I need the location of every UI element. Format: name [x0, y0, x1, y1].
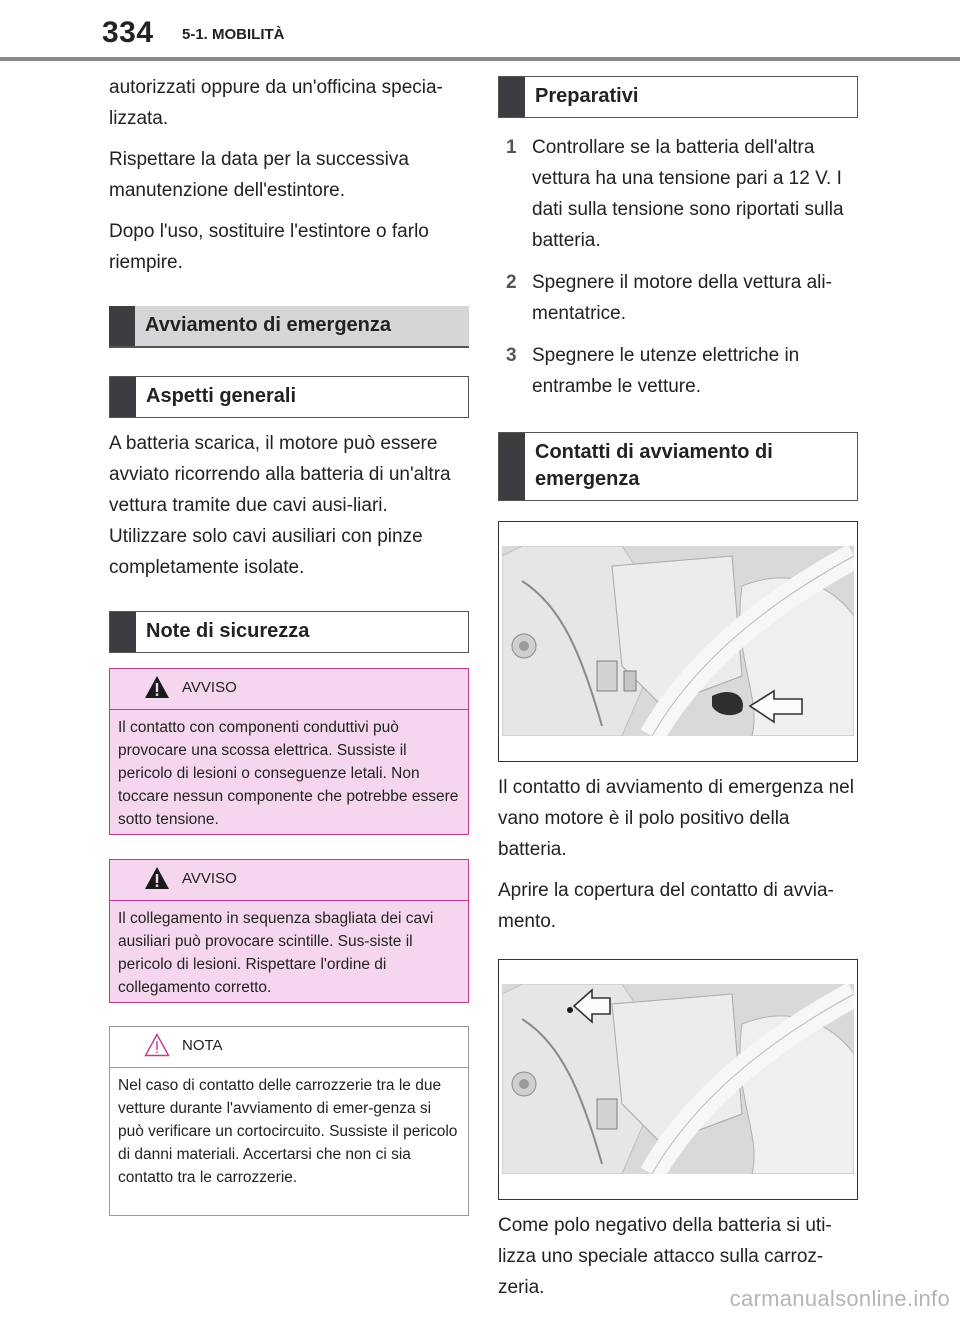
step-number: 3: [506, 345, 517, 366]
warning-triangle-icon: [144, 866, 170, 890]
warning-header-1: [110, 669, 468, 710]
intro-paragraph-2: Rispettare la data per la successiva manutenzione dell'estintore.: [109, 149, 409, 201]
watermark: carmanualsonline.info: [729, 1286, 950, 1311]
warning-header-2: [110, 860, 468, 901]
engine-bay-figure-negative: [498, 959, 858, 1200]
subheading-general: [109, 376, 469, 418]
warning-text-1: Il contatto con componenti conduttivi può provocare una scossa elettrica. Sussiste il pericolo di lesioni o conseguenze letali. Non toccare nessun componente che potrebbe essere sotto tensione.: [118, 719, 459, 828]
warning-text-2: Il collegamento in sequenza sbagliata dei cavi ausiliari può provocare scintille. Sus-siste il pericolo di lesioni. Rispettare l'ordine di collegamento corretto.: [118, 910, 434, 996]
engine-bay-illustration: [502, 546, 854, 736]
subheading-safety-text: Note di sicurezza: [146, 620, 310, 642]
warning-label-1: AVVISO: [182, 679, 237, 696]
subheading-safety: [109, 611, 469, 653]
section-title: 5-1. MOBILITÀ: [182, 26, 285, 43]
caption-positive-terminal: Il contatto di avviamento di emergenza nel vano motore è il polo positivo della batteria.: [498, 777, 854, 860]
intro-paragraph-3: Dopo l'uso, sostituire l'estintore o farlo riempire.: [109, 221, 429, 273]
step-text: Controllare se la batteria dell'altra vettura ha una tensione pari a 12 V. I dati sulla tensione sono riportati sulla batteria.: [532, 137, 844, 251]
left-column: [109, 72, 469, 1216]
engine-bay-figure-positive: [498, 521, 858, 762]
right-column: [498, 76, 858, 1313]
caption-open-cover: Aprire la copertura del contatto di avvia-mento.: [498, 880, 834, 932]
step-item-1: [498, 132, 858, 256]
step-text: Spegnere le utenze elettriche in entrambe le vetture.: [532, 345, 800, 397]
step-item-2: [498, 267, 858, 329]
general-paragraph: A batteria scarica, il motore può essere avviato ricorrendo alla batteria di un'altra vettura tramite due cavi ausi-liari. Utilizzare solo cavi ausiliari con pinze completamente isolate.: [109, 433, 451, 578]
heading-contatti-text: Contatti di avviamento di emergenza: [535, 441, 773, 490]
step-item-3: [498, 340, 858, 402]
page-number: 334: [102, 16, 154, 49]
warning-triangle-icon: [144, 675, 170, 699]
heading-preparativi: [498, 76, 858, 118]
heading-preparativi-text: Preparativi: [535, 85, 639, 107]
step-number: 1: [506, 137, 517, 158]
note-label: NOTA: [182, 1037, 223, 1054]
engine-bay-illustration: [502, 984, 854, 1174]
note-text: Nel caso di contatto delle carrozzerie tra le due vetture durante l'avviamento di emer-genza si può verificare un cortocircuito. Sussiste il pericolo di danni materiali. Accertarsi che non ci sia contatto tra le carrozzerie.: [118, 1077, 458, 1186]
step-number: 2: [506, 272, 517, 293]
subheading-general-text: Aspetti generali: [146, 385, 297, 407]
main-heading: [109, 306, 469, 348]
caption-negative-terminal: Come polo negativo della batteria si uti-lizza uno speciale attacco sulla carroz-zeria.: [498, 1215, 832, 1298]
main-heading-text: Avviamento di emergenza: [145, 314, 392, 336]
header-divider: [0, 57, 960, 61]
note-header: [110, 1027, 468, 1068]
steps-list: [498, 132, 858, 402]
intro-paragraph-1: autorizzati oppure da un'officina specia-lizzata.: [109, 77, 443, 129]
note-box: [109, 1026, 469, 1216]
step-text: Spegnere il motore della vettura ali-mentatrice.: [532, 272, 832, 324]
heading-contatti: [498, 432, 858, 501]
warning-box-2: [109, 859, 469, 1003]
warning-box-1: [109, 668, 469, 835]
warning-label-2: AVVISO: [182, 870, 237, 887]
caution-outline-icon: [144, 1033, 170, 1057]
